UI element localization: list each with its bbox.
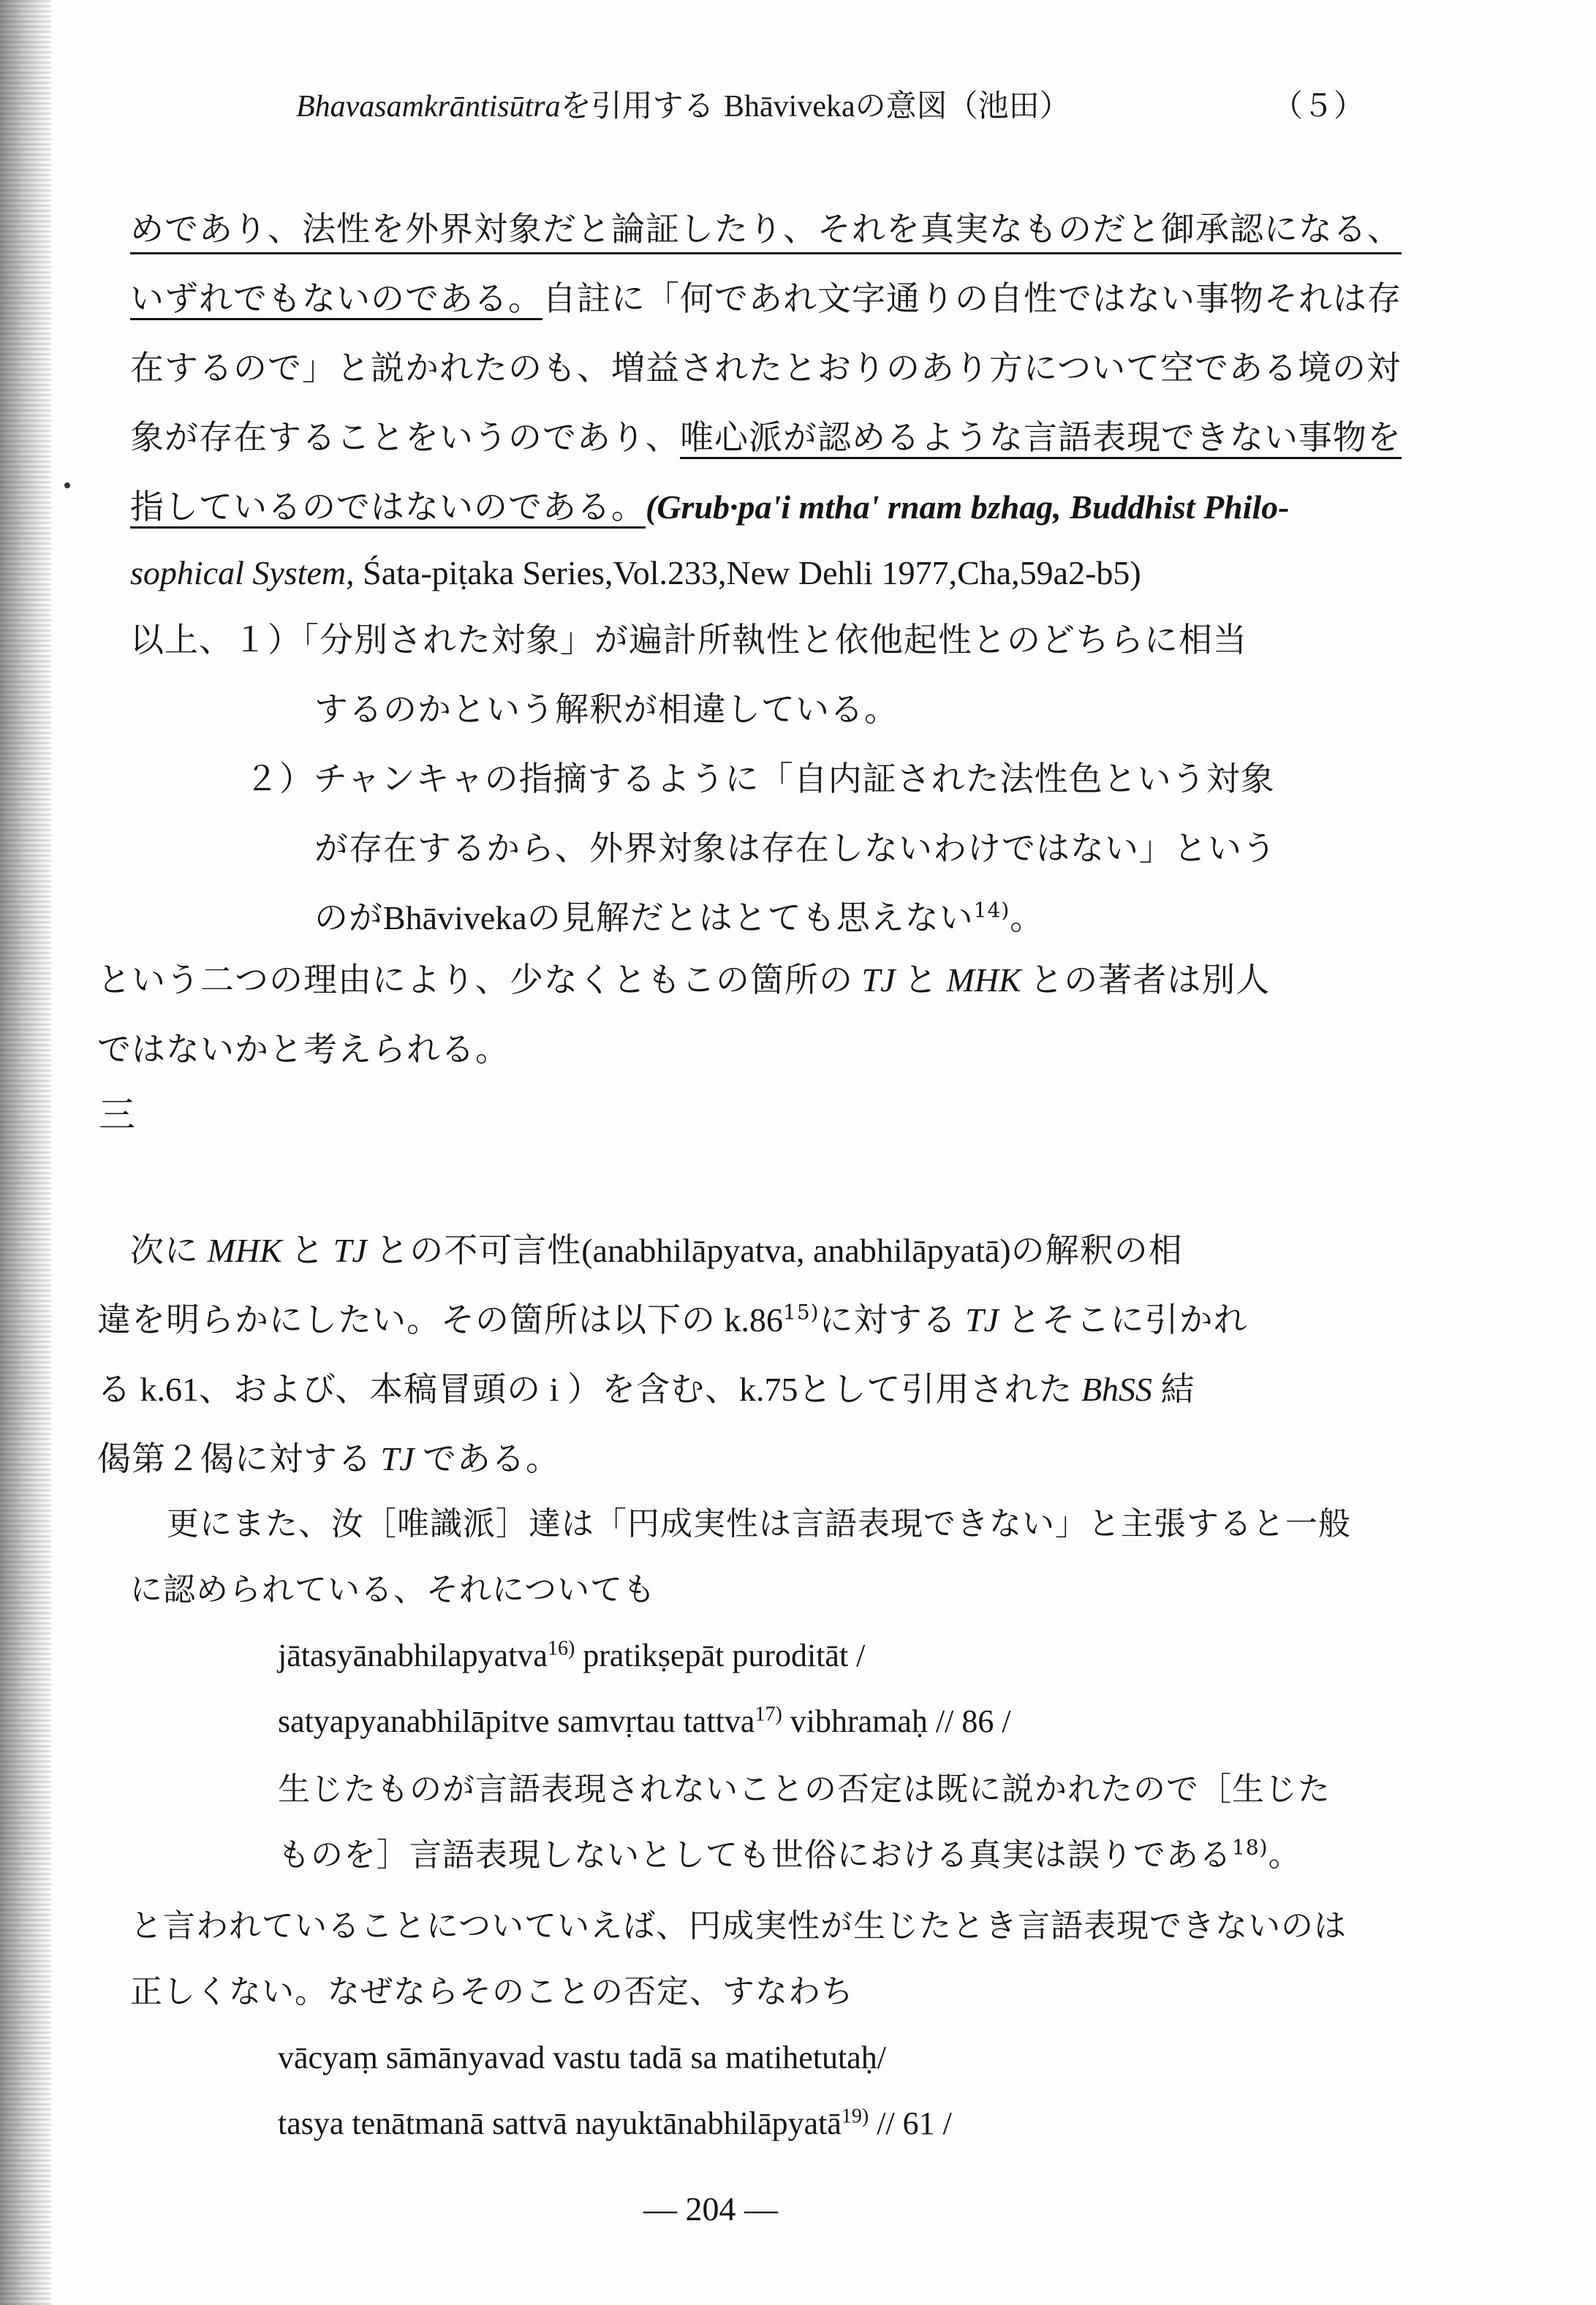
page-marker: （５） <box>1272 88 1365 124</box>
translation-line-2: ものを］言語表現しないとしても世俗における真実は誤りである$^{18)}$。 <box>278 1835 1301 1874</box>
text-line-8: するのかという解釈が相違している。 <box>314 689 899 729</box>
text-line-16: る k.61、および、本稿冒頭の i ）を含む、k.75として引用された BhSS 結 <box>97 1369 1195 1409</box>
translation-line-1: 生じたものが言語表現されないことの否定は既に説かれたので［生じた <box>278 1771 1331 1808</box>
text-line-4: 象が存在することをいうのであり、唯心派が認めるような言語表現できない事物を <box>130 415 1402 459</box>
text-line-1: めであり、法性を外界対象だと論証したり、それを真実なものだと御承認になる、 <box>130 207 1402 254</box>
text-line-14: 次に MHK と TJ との不可言性(anabhilāpyatva, anabhilāpyatā)の解釈の相 <box>130 1230 1183 1270</box>
margin-mark <box>64 482 70 488</box>
text-line-19: に認められている、それについても <box>130 1571 657 1608</box>
footnote-ref: 16) <box>547 1637 575 1660</box>
text-line-15: 違を明らかにしたい。その箇所は以下の k.86$^{15)}$に対する TJ とそこに引かれ <box>97 1300 1248 1339</box>
text-line-5: 指しているのではないのである。(Grub·pa'i mtha' rnam bzhag, Buddhist Philo- <box>130 485 1290 529</box>
underlined-phrase: 唯心派が認めるような言語表現できない事物を <box>680 417 1402 459</box>
text-line-6: sophical System, Śata-piṭaka Series,Vol.233,New Dehli 1977,Cha,59a2-b5) <box>130 554 1141 591</box>
underlined-phrase: いずれでもないのである。 <box>130 279 542 320</box>
text-line-17: 偈第２偈に対する TJ である。 <box>97 1439 560 1478</box>
text-line-7: 以上、１）「分別された対象」が遍計所執性と依他起性とのどちらに相当 <box>130 620 1247 659</box>
text-line-9: ２）チャンキャの指摘するように「自内証された法性色という対象 <box>245 759 1275 798</box>
footnote-ref: 19) <box>841 2105 869 2128</box>
text-line-13: ではないかと考えられる。 <box>97 1029 510 1069</box>
scanned-page-edge <box>0 0 51 2305</box>
footnote-ref: 15) <box>783 1300 820 1325</box>
footnote-ref: 18) <box>1232 1835 1268 1860</box>
verse-line-1: jātasyānabhilapyatva$^{16)}$ pratikṣepāt puroditāt / <box>278 1637 866 1673</box>
text-line-10: が存在するから、外界対象は存在しないわけではない」という <box>314 828 1277 868</box>
text-line-21: 正しくない。なぜならそのことの否定、すなわち <box>130 1973 854 2010</box>
section-heading: 三 <box>99 1094 135 1136</box>
page-number: — 204 — <box>643 2190 778 2228</box>
verse-line-4: tasya tenātmanā sattvā nayuktānabhilāpyatā$^{19)}$ // 61 / <box>278 2105 952 2141</box>
footnote-ref: 14) <box>973 898 1010 923</box>
text-line-2: いずれでもないのである。自註に「何であれ文字通りの自性ではない事物それは存 <box>130 276 1402 320</box>
text-line-3: 在するので」と説かれたのも、増益されたとおりのあり方について空である境の対 <box>130 348 1402 387</box>
text-line-18: 更にまた、汝［唯識派］達は「円成実性は言語表現できない」と主張すると一般 <box>167 1505 1351 1543</box>
running-header: Bhavasamkrāntisūtraを引用する Bhāvivekaの意図（池田） <box>296 88 1070 124</box>
verse-line-2: satyapyanabhilāpitve samvṛtau tattva$^{17)}$ vibhramaḥ // 86 / <box>278 1703 1011 1739</box>
text-line-11: のがBhāvivekaの見解だとはとても思えない$^{14)}$。 <box>314 898 1045 937</box>
text-line-20: と言われていることについていえば、円成実性が生じたとき言語表現できないのは <box>130 1907 1347 1945</box>
verse-line-3: vācyaṃ sāmānyavad vastu tadā sa matihetutaḥ/ <box>278 2040 887 2075</box>
underlined-phrase: 指しているのではないのである。 <box>130 487 646 529</box>
text-line-12: という二つの理由により、少なくともこの箇所の TJ と MHK との著者は別人 <box>97 960 1271 999</box>
footnote-ref: 17) <box>754 1703 782 1726</box>
